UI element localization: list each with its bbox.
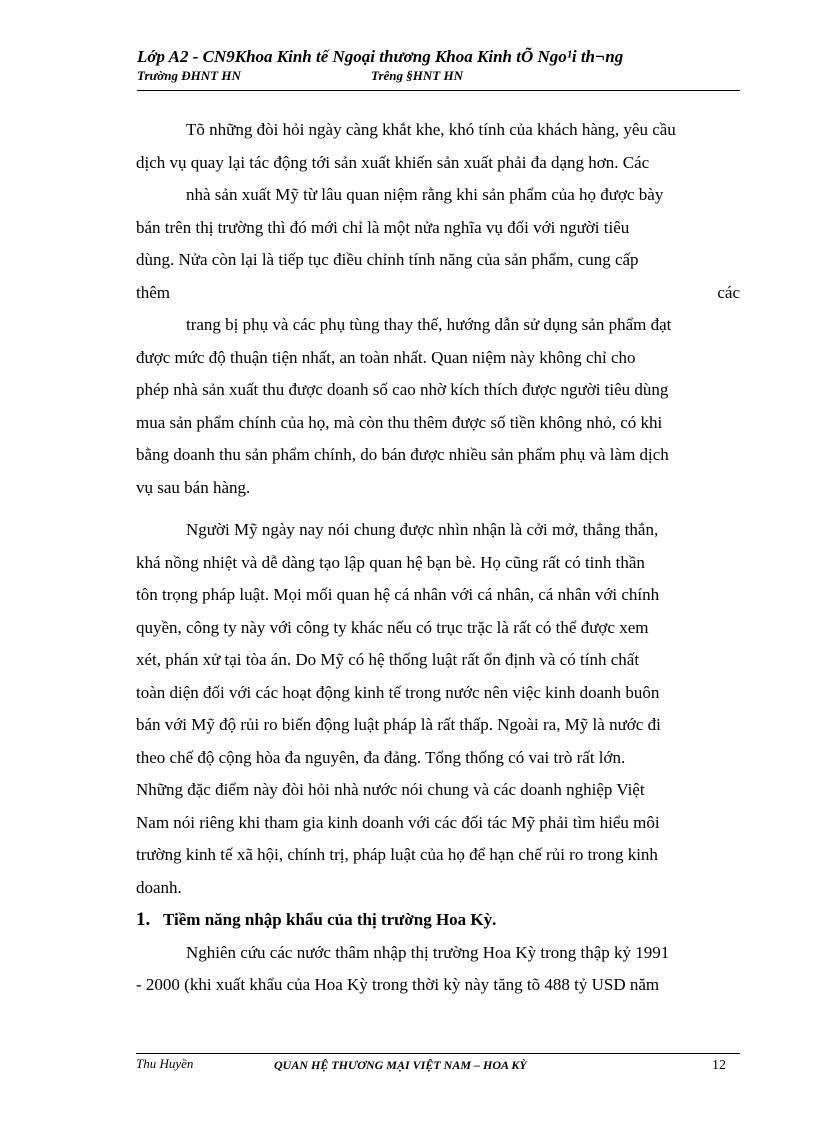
text-line: dùng. Nửa còn lại là tiếp tục điều chỉnh tính năng của sản phẩm, cung cấp <box>136 250 639 269</box>
text-line <box>136 277 740 310</box>
text-line: bằng doanh thu sản phẩm chính, do bán được nhiều sản phẩm phụ và làm dịch <box>136 445 669 464</box>
text-line: Nghiên cứu các nước thâm nhập thị trường Hoa Kỳ trong thập kỷ 1991 <box>186 942 670 962</box>
header-school-right: Trêng §HNT HN <box>371 68 463 83</box>
footer-author: Thu Huyền <box>136 1056 194 1071</box>
paragraph-spacer <box>136 504 740 514</box>
paragraph-3 <box>136 937 740 1002</box>
text-line: quyền, công ty này với công ty khác nếu có trục trặc là rất có thể được xem <box>136 617 649 637</box>
page-number: 12 <box>712 1058 726 1073</box>
footer-divider <box>136 1053 740 1054</box>
page-footer <box>136 1056 740 1076</box>
text-line: khá nồng nhiệt và dễ dàng tạo lập quan hệ bạn bè. Họ cũng rất có tinh thần <box>136 552 645 572</box>
page-header <box>137 46 740 84</box>
text-line: trang bị phụ và các phụ tùng thay thế, hướng dẫn sử dụng sản phẩm đạt <box>186 315 672 334</box>
text-line: doanh. <box>136 877 182 897</box>
header-school-left: Trường ĐHNT HN <box>137 68 241 83</box>
paragraph-1 <box>136 114 740 504</box>
header-school <box>137 68 740 84</box>
section-number: 1. <box>136 909 151 930</box>
text-line: được mức độ thuận tiện nhất, an toàn nhất. Quan niệm này không chỉ cho <box>136 347 636 367</box>
section-title: Tiềm năng nhập khẩu của thị trường Hoa Kỳ. <box>163 910 497 929</box>
header-title: Lớp A2 - CN9Khoa Kinh tế Ngoại thương Khoa Kinh tÕ Ngo¹i th¬ng <box>137 47 624 66</box>
text-line: phép nhà sản xuất thu được doanh số cao nhờ kích thích được người tiêu dùng <box>136 380 669 399</box>
text-line: dịch vụ quay lại tác động tới sản xuất khiến sản xuất phải đa dạng hơn. Các <box>136 152 650 172</box>
paragraph-2 <box>136 514 740 904</box>
text-line: Những đặc điểm này đòi hỏi nhà nước nói chung và các doanh nghiệp Việt <box>136 780 645 799</box>
text-line: vụ sau bán hàng. <box>136 477 251 497</box>
text-line: trường kinh tế xã hội, chính trị, pháp luật của họ để hạn chế rủi ro trong kinh <box>136 845 658 864</box>
text-line: toàn diện đối với các hoạt động kinh tế trong nước nên việc kinh doanh buôn <box>136 682 660 702</box>
text-line: nhà sản xuất Mỹ từ lâu quan niệm rằng khi sản phẩm của họ được bày <box>186 185 664 204</box>
page-body <box>136 114 740 1002</box>
text-line: - 2000 (khi xuất khẩu của Hoa Kỳ trong thời kỳ này tăng tõ 488 tỷ USD năm <box>136 975 660 994</box>
text-line: bán trên thị trường thì đó mới chỉ là một nửa nghĩa vụ đối với người tiêu <box>136 217 630 237</box>
text-line: Người Mỹ ngày nay nói chung được nhìn nhận là cởi mở, thẳng thắn, <box>186 520 659 539</box>
text-line: mua sản phẩm chính của họ, mà còn thu thêm được số tiền không nhỏ, có khi <box>136 412 663 432</box>
text-word: thêm <box>136 282 170 302</box>
text-line: xét, phán xử tại tòa án. Do Mỹ có hệ thống luật rất ổn định và có tính chất <box>136 650 640 669</box>
footer-title: QUAN HỆ THƯƠNG MẠI VIỆT NAM – HOA KỲ <box>274 1058 527 1072</box>
text-line: Tõ những đòi hỏi ngày càng khắt khe, khó tính của khách hàng, yêu cầu <box>186 120 676 139</box>
text-word: các <box>717 282 740 302</box>
header-divider <box>137 90 740 91</box>
text-line: tôn trọng pháp luật. Mọi mối quan hệ cá nhân với cá nhân, cá nhân với chính <box>136 585 660 604</box>
text-line: theo chế độ cộng hòa đa nguyên, đa đảng. Tổng thống có vai trò rất lớn. <box>136 747 626 767</box>
section-heading <box>136 904 740 937</box>
text-line: Nam nói riêng khi tham gia kinh doanh với các đối tác Mỹ phải tìm hiểu môi <box>136 812 660 832</box>
text-line: bán với Mỹ độ rủi ro biến động luật pháp là rất thấp. Ngoài ra, Mỹ là nước đi <box>136 715 661 734</box>
